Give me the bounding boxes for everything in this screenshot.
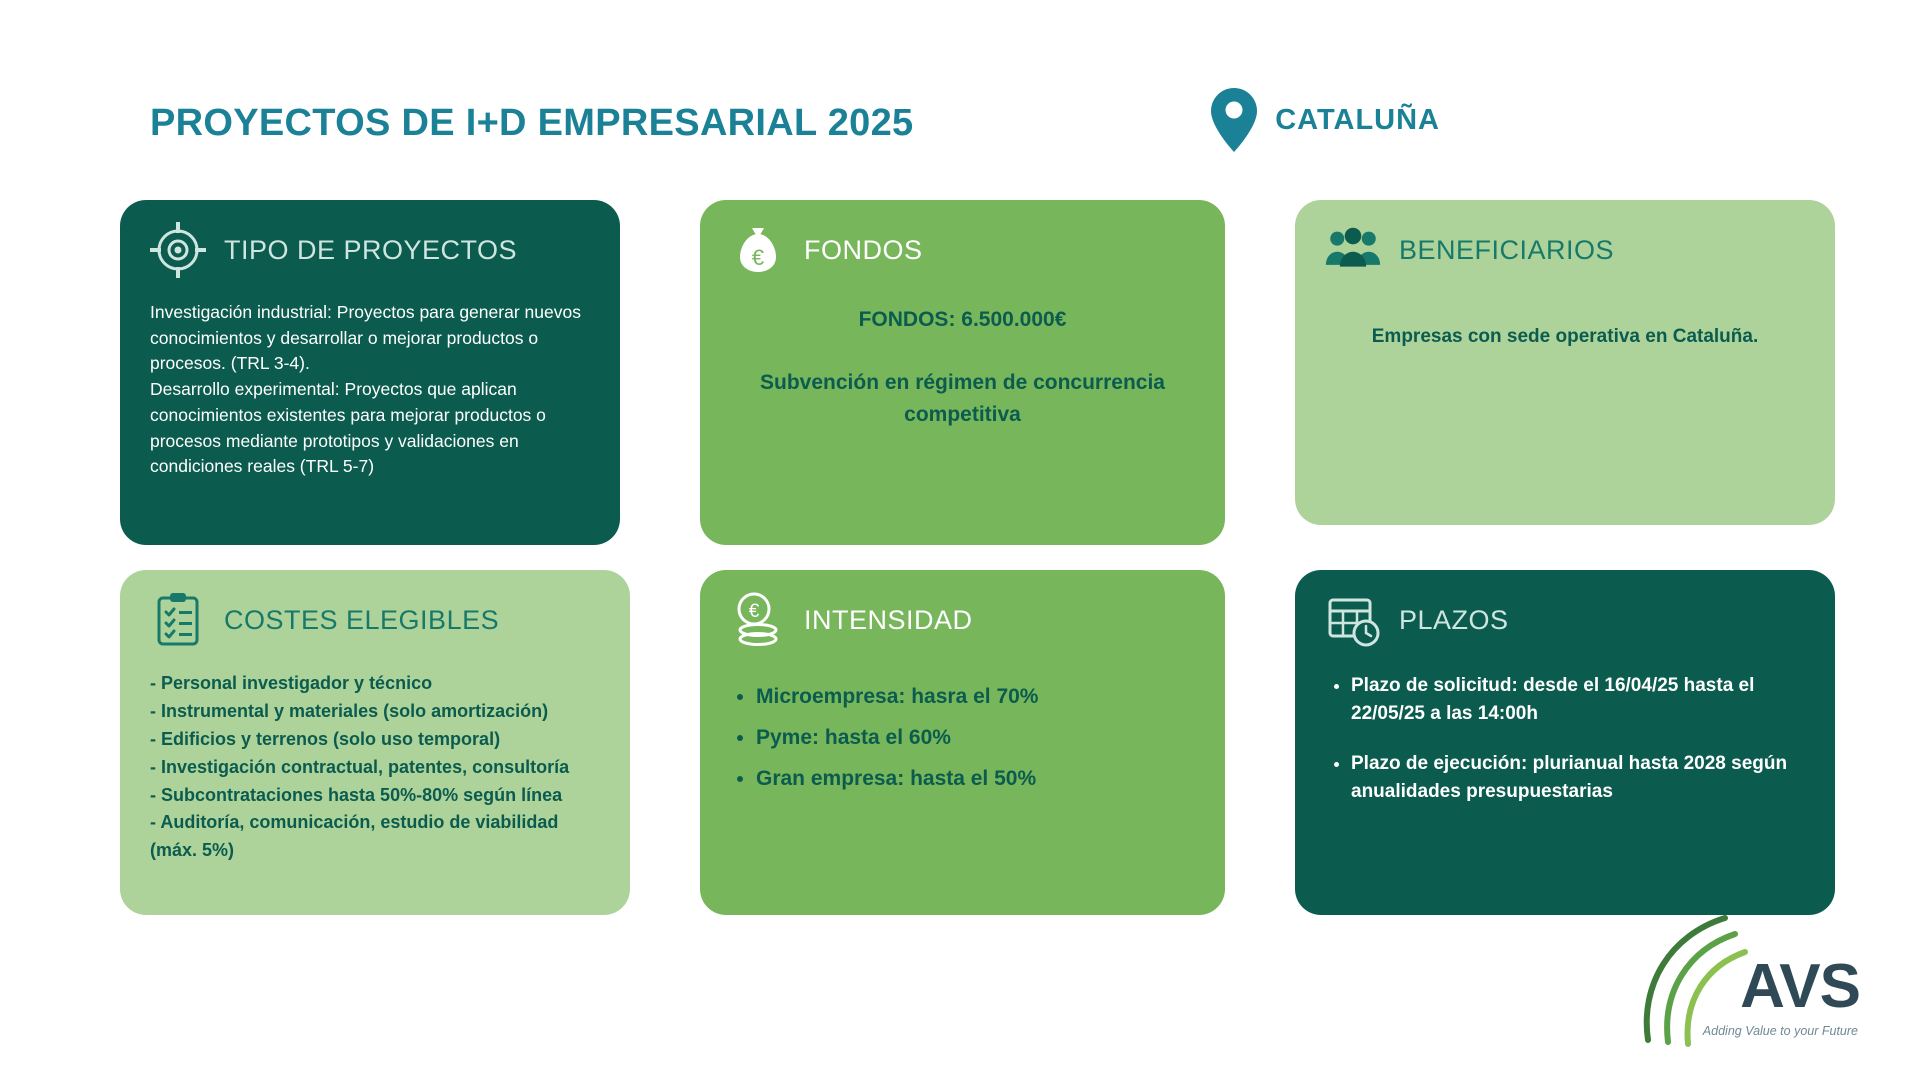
page-title: PROYECTOS DE I+D EMPRESARIAL 2025 [150,102,914,144]
region-indicator [1211,88,1440,152]
target-icon [150,222,206,278]
card-header [730,222,1195,278]
cost-line: - Auditoría, comunicación, estudio de viabilidad (máx. 5%) [150,812,559,861]
paragraph: Desarrollo experimental: Proyectos que aplican conocimientos existentes para mejorar productos o procesos mediante prototipos y validaciones en condiciones reales (TRL 5-7) [150,379,546,477]
card-fondos [700,200,1225,545]
card-title: COSTES ELEGIBLES [224,604,500,635]
beneficiaries-text: Empresas con sede operativa en Cataluña. [1371,326,1759,347]
card-body [150,670,600,865]
clipboard-checklist-icon [150,592,206,648]
card-title: INTENSIDAD [804,604,973,635]
avs-logo-tagline: Adding Value to your Future [1702,1024,1858,1038]
list-item: • Plazo de ejecución: plurianual hasta 2028 según anualidades presupuestarias [1351,750,1805,806]
paragraph: Investigación industrial: Proyectos para generar nuevos conocimientos y desarrollar o mejorar productos o procesos. (TRL 3-4). [150,302,581,374]
people-group-icon [1325,222,1381,278]
card-body [1325,322,1805,351]
card-beneficiarios [1295,200,1835,525]
svg-text:€: € [751,245,765,270]
cost-line: - Instrumental y materiales (solo amortización) [150,700,549,721]
card-title: PLAZOS [1399,604,1509,635]
card-body [150,300,590,480]
location-pin-icon [1211,88,1257,152]
card-title: TIPO DE PROYECTOS [224,234,518,265]
cost-line: - Subcontrataciones hasta 50%-80% según línea [150,784,563,805]
card-header [150,222,590,278]
cost-line: - Investigación contractual, patentes, consultoría [150,756,570,777]
list-item: • Pyme: hasta el 60% [756,723,1195,754]
card-title: BENEFICIARIOS [1399,234,1615,265]
card-header [1325,592,1805,648]
intensity-list [730,682,1195,795]
region-label: CATALUÑA [1275,103,1440,136]
card-intensidad [700,570,1225,915]
cost-line: - Personal investigador y técnico [150,673,433,693]
avs-logo-text: AVS [1740,952,1860,1021]
money-bag-euro-icon [730,222,786,278]
funds-amount: FONDOS: 6.500.000€ [858,308,1067,331]
svg-text:€: € [748,601,760,622]
funds-regime: Subvención en régimen de concurrencia competitiva [760,370,1165,427]
card-costes-elegibles [120,570,630,915]
list-item: • Gran empresa: hasta el 50% [756,764,1195,795]
deadline-list [1325,672,1805,806]
card-header [1325,222,1805,278]
card-body [1325,672,1805,806]
card-tipo-de-proyectos [120,200,620,545]
list-item: • Microempresa: hasra el 70% [756,682,1195,713]
card-title: FONDOS [804,234,923,265]
list-item: • Plazo de solicitud: desde el 16/04/25 hasta el 22/05/25 a las 14:00h [1351,672,1805,728]
cost-line: - Edificios y terrenos (solo uso temporal) [150,728,501,749]
card-body [730,304,1195,432]
calendar-clock-icon [1325,592,1381,648]
card-plazos [1295,570,1835,915]
card-body [730,682,1195,795]
card-header [730,592,1195,648]
header [0,48,1920,144]
coins-euro-icon [730,592,786,648]
card-header [150,592,600,648]
